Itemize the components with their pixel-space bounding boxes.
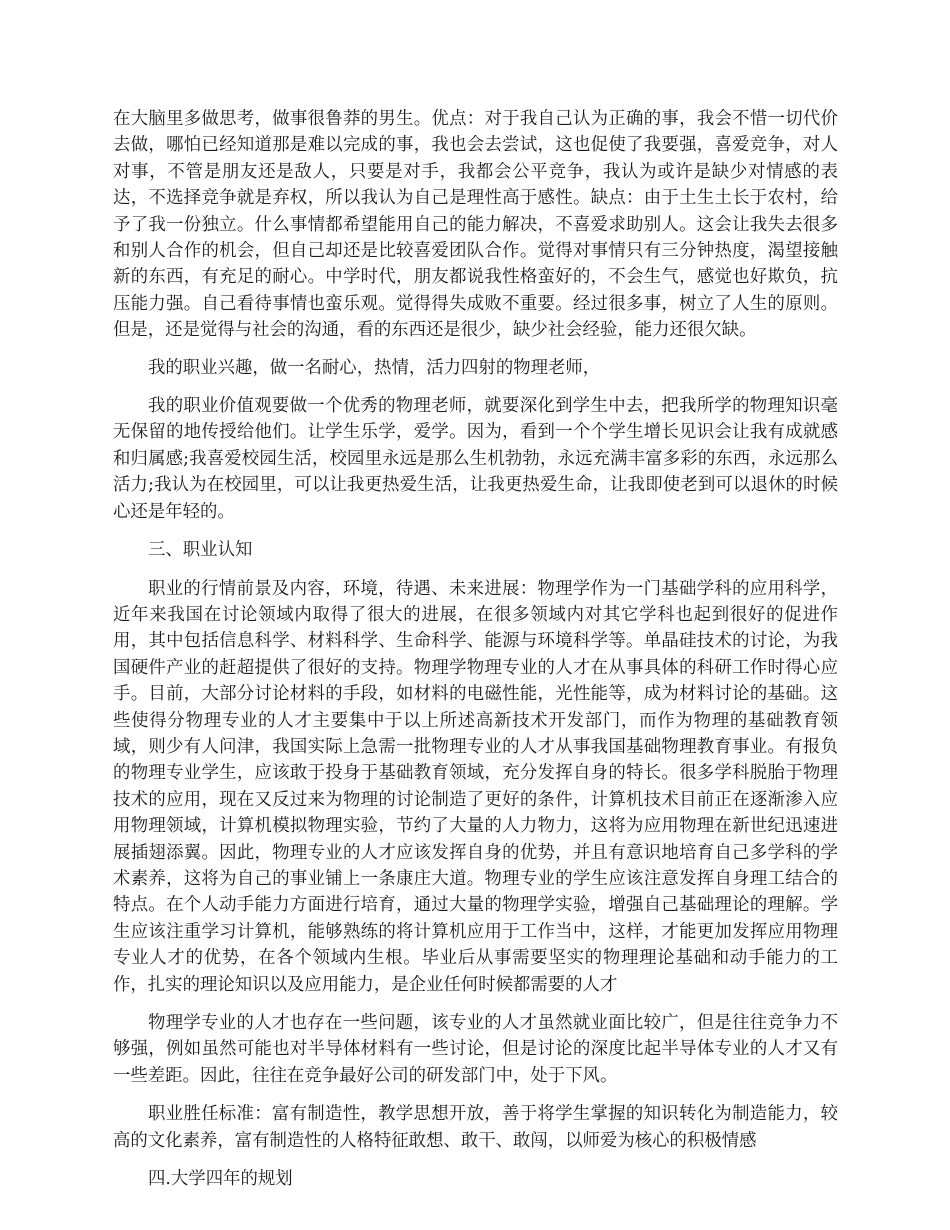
section-heading-career-cognition: 三、职业认知 — [148, 540, 253, 561]
document-page — [113, 106, 838, 1192]
paragraph-competency-standard: 职业胜任标准：富有制造性，教学思想开放，善于将学生掌握的知识转化为制造能力，较高的文化素养，富有制造性的人格特征敢想、敢干、敢闯，以师爱为核心的积极情感 — [113, 1104, 838, 1151]
section-heading-four-year-plan: 四.大学四年的规划 — [148, 1169, 293, 1190]
paragraph-career-values: 我的职业价值观要做一个优秀的物理老师，就要深化到学生中去，把我所学的物理知识毫无保留的地传授给他们。让学生乐学，爱学。因为，看到一个个学生增长见识会让我有成就感和归属感;我喜爱校园生活，校园里永远是那么生机勃勃，永远充满丰富多彩的东西，永远那么活力;我认为在校园里，可以让我更热爱生活，让我更热爱生命，让我即使老到可以退休的时候心还是年轻的。 — [113, 396, 838, 522]
paragraph-career-outlook: 职业的行情前景及内容，环境，待遇、未来进展：物理学作为一门基础学科的应用科学，近年来我国在讨论领域内取得了很大的进展，在很多领域内对其它学科也起到很好的促进作用，其中包括信息科学、材料科学、生命科学、能源与环境科学等。单晶硅技术的讨论，为我国硬件产业的赶超提供了很好的支持。物理学物理专业的人才在从事具体的科研工作时得心应手。目前，大部分讨论材料的手段，如材料的电磁性能，光性能等，成为材料讨论的基础。这些使得分物理专业的人才主要集中于以上所述高新技术开发部门，而作为物理的基础教育领域，则少有人问津，我国实际上急需一批物理专业的人才从事我国基础物理教育事业。有报负的物理专业学生，应该敢于投身于基础教育领域，充分发挥自身的特长。很多学科脱胎于物理技术的应用，现在又反过来为物理的讨论制造了更好的条件，计算机技术目前正在逐渐渗入应用物理领域，计算机模拟物理实验，节约了大量的人力物力，这将为应用物理在新世纪迅速进展插翅添翼。因此，物理专业的人才应该发挥自身的优势，并且有意识地培育自己多学科的学术素养，这将为自己的事业铺上一条康庄大道。物理专业的学生应该注意发挥自身理工结合的特点。在个人动手能力方面进行培育，通过大量的物理学实验，增强自己基础理论的理解。学生应该注重学习计算机，能够熟练的将计算机应用于工作当中，这样，才能更加发挥应用物理专业人才的优势，在各个领域内生根。毕业后从事需要坚实的物理理论基础和动手能力的工作，扎实的理论知识以及应用能力，是企业任何时候都需要的人才 — [113, 578, 838, 995]
paragraph-self-assessment: 在大脑里多做思考，做事很鲁莽的男生。优点：对于我自己认为正确的事，我会不惜一切代价去做，哪怕已经知道那是难以完成的事，我也会去尝试，这也促使了我要强，喜爱竞争，对人对事，不管是朋友还是敌人，只要是对手，我都会公平竞争，我认为或许是缺少对情感的表达，不选择竞争就是弃权，所以我认为自己是理性高于感性。缺点：由于土生土长于农村，给予了我一份独立。什么事情都希望能用自己的能力解决，不喜爱求助别人。这会让我失去很多和别人合作的机会，但自己却还是比较喜爱团队合作。觉得对事情只有三分钟热度，渴望接触新的东西，有充足的耐心。中学时代，朋友都说我性格蛮好的，不会生气，感觉也好欺负，抗压能力强。自己看待事情也蛮乐观。觉得得失成败不重要。经过很多事，树立了人生的原则。但是，还是觉得与社会的沟通，看的东西还是很少，缺少社会经验，能力还很欠缺。 — [113, 109, 838, 341]
paragraph-career-interest: 我的职业兴趣，做一名耐心，热情，活力四射的物理老师， — [148, 357, 601, 378]
paragraph-career-problems: 物理学专业的人才也存在一些问题，该专业的人才虽然就业面比较广，但是往往竞争力不够强，例如虽然可能也对半导体材料有一些讨论，但是讨论的深度比起半导体专业的人才又有一些差距。因此，往往在竞争最好公司的研发部门中，处于下风。 — [113, 1013, 838, 1086]
